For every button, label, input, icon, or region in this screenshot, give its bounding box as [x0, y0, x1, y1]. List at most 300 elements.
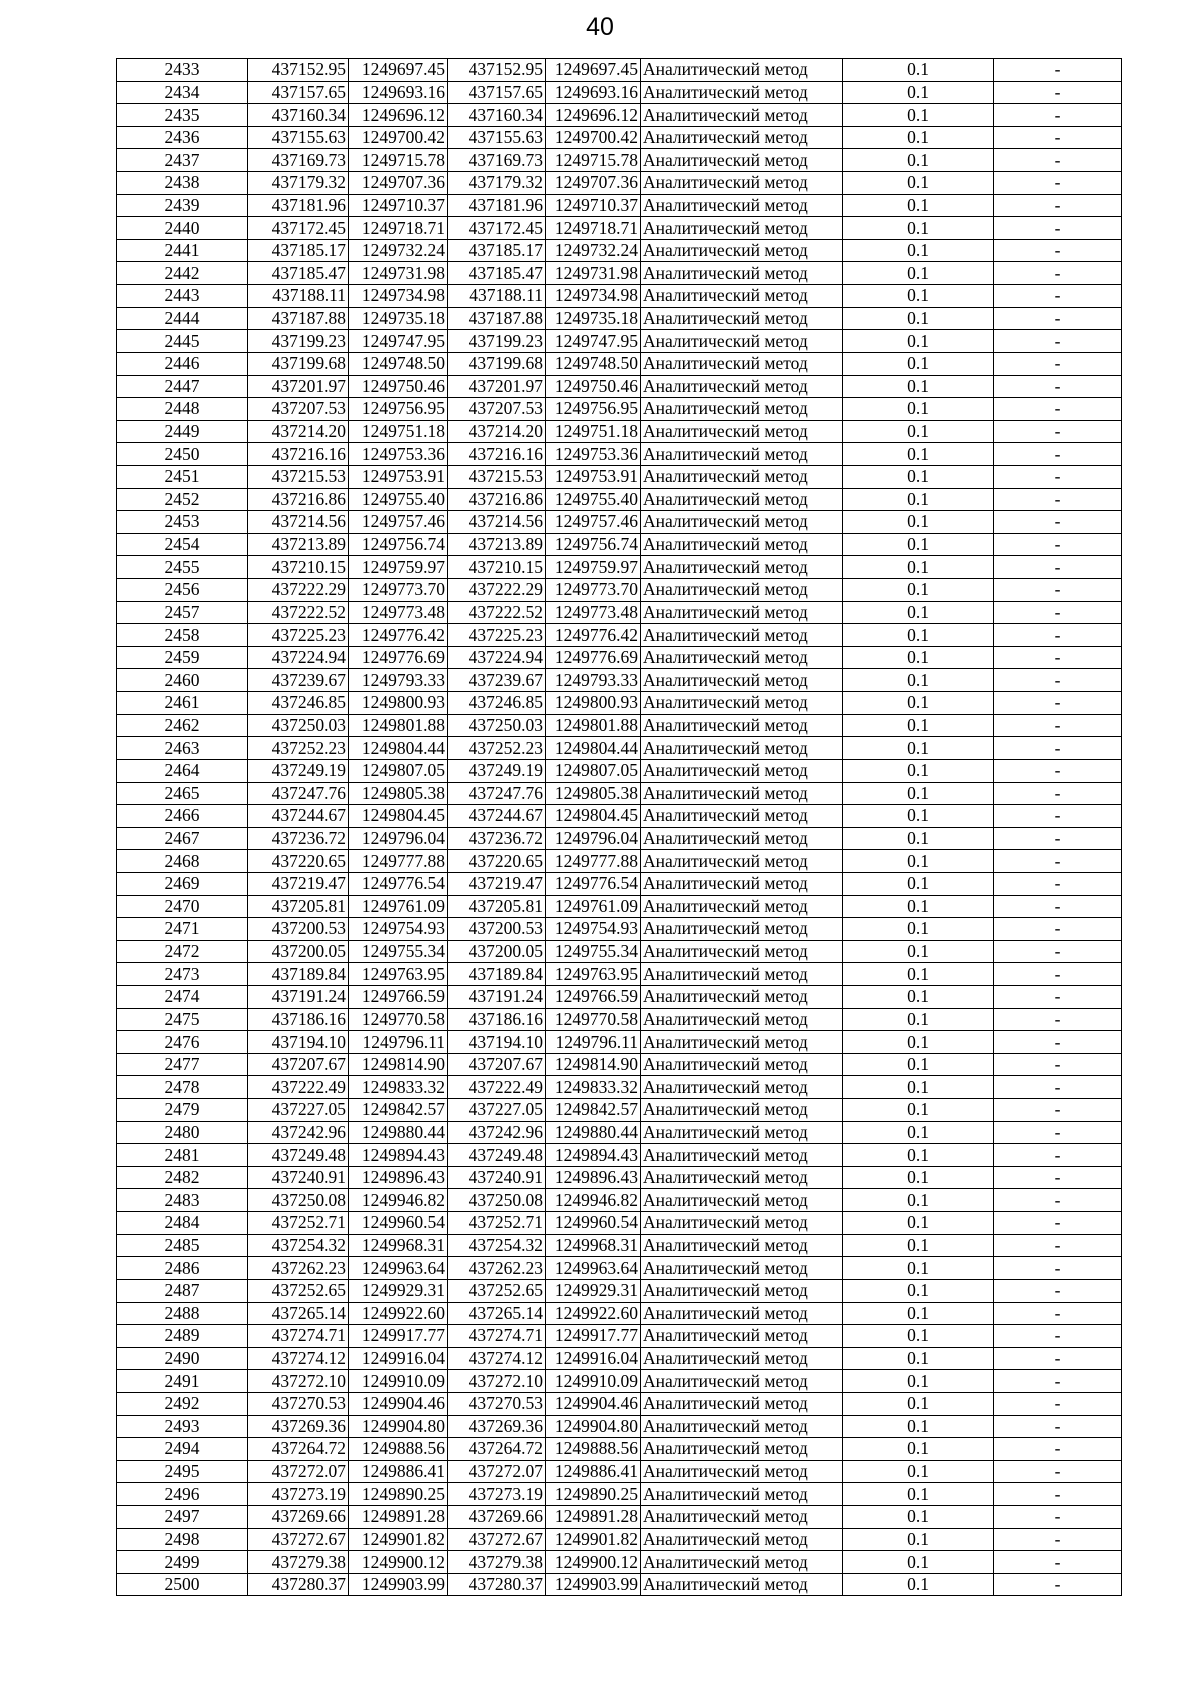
table-row — [117, 1347, 1122, 1370]
table-row — [117, 398, 1122, 421]
table-row — [117, 1121, 1122, 1144]
note-cell: - — [994, 1506, 1122, 1529]
accuracy-cell: 0.1 — [843, 1506, 994, 1529]
note-cell: - — [994, 330, 1122, 353]
x-coordinate-cell: 437265.14 — [448, 1302, 546, 1325]
y-coordinate-cell: 1249773.70 — [349, 579, 448, 602]
y-coordinate-cell: 1249755.34 — [546, 940, 641, 963]
x-coordinate-cell: 437157.65 — [248, 81, 349, 104]
x-coordinate-cell: 437272.07 — [248, 1460, 349, 1483]
x-coordinate-cell: 437244.67 — [448, 805, 546, 828]
method-cell: Аналитический метод — [641, 601, 843, 624]
x-coordinate-cell: 437207.53 — [248, 398, 349, 421]
y-coordinate-cell: 1249960.54 — [349, 1212, 448, 1235]
accuracy-cell: 0.1 — [843, 330, 994, 353]
table-row — [117, 1257, 1122, 1280]
note-cell: - — [994, 624, 1122, 647]
method-cell: Аналитический метод — [641, 1166, 843, 1189]
note-cell: - — [994, 805, 1122, 828]
y-coordinate-cell: 1249718.71 — [546, 217, 641, 240]
x-coordinate-cell: 437207.67 — [448, 1053, 546, 1076]
accuracy-cell: 0.1 — [843, 285, 994, 308]
x-coordinate-cell: 437280.37 — [248, 1573, 349, 1596]
x-coordinate-cell: 437227.05 — [448, 1099, 546, 1122]
x-coordinate-cell: 437200.05 — [448, 940, 546, 963]
point-number-cell: 2459 — [117, 646, 248, 669]
point-number-cell: 2489 — [117, 1325, 248, 1348]
x-coordinate-cell: 437214.20 — [448, 420, 546, 443]
accuracy-cell: 0.1 — [843, 81, 994, 104]
point-number-cell: 2442 — [117, 262, 248, 285]
point-number-cell: 2449 — [117, 420, 248, 443]
method-cell: Аналитический метод — [641, 692, 843, 715]
method-cell: Аналитический метод — [641, 556, 843, 579]
accuracy-cell: 0.1 — [843, 1573, 994, 1596]
method-cell: Аналитический метод — [641, 646, 843, 669]
x-coordinate-cell: 437185.17 — [248, 239, 349, 262]
method-cell: Аналитический метод — [641, 759, 843, 782]
x-coordinate-cell: 437214.56 — [448, 511, 546, 534]
y-coordinate-cell: 1249891.28 — [349, 1506, 448, 1529]
x-coordinate-cell: 437157.65 — [448, 81, 546, 104]
method-cell: Аналитический метод — [641, 1392, 843, 1415]
y-coordinate-cell: 1249886.41 — [546, 1460, 641, 1483]
y-coordinate-cell: 1249710.37 — [546, 194, 641, 217]
x-coordinate-cell: 437279.38 — [248, 1551, 349, 1574]
note-cell: - — [994, 759, 1122, 782]
x-coordinate-cell: 437199.68 — [448, 352, 546, 375]
table-row — [117, 420, 1122, 443]
accuracy-cell: 0.1 — [843, 239, 994, 262]
y-coordinate-cell: 1249833.32 — [546, 1076, 641, 1099]
note-cell: - — [994, 1415, 1122, 1438]
x-coordinate-cell: 437280.37 — [448, 1573, 546, 1596]
x-coordinate-cell: 437262.23 — [448, 1257, 546, 1280]
method-cell: Аналитический метод — [641, 1483, 843, 1506]
y-coordinate-cell: 1249903.99 — [546, 1573, 641, 1596]
accuracy-cell: 0.1 — [843, 782, 994, 805]
y-coordinate-cell: 1249718.71 — [349, 217, 448, 240]
y-coordinate-cell: 1249693.16 — [349, 81, 448, 104]
method-cell: Аналитический метод — [641, 624, 843, 647]
x-coordinate-cell: 437274.12 — [248, 1347, 349, 1370]
x-coordinate-cell: 437185.17 — [448, 239, 546, 262]
x-coordinate-cell: 437201.97 — [448, 375, 546, 398]
x-coordinate-cell: 437216.86 — [248, 488, 349, 511]
note-cell: - — [994, 1099, 1122, 1122]
point-number-cell: 2464 — [117, 759, 248, 782]
accuracy-cell: 0.1 — [843, 850, 994, 873]
method-cell: Аналитический метод — [641, 1121, 843, 1144]
table-row — [117, 1279, 1122, 1302]
table-row — [117, 827, 1122, 850]
point-number-cell: 2444 — [117, 307, 248, 330]
x-coordinate-cell: 437244.67 — [248, 805, 349, 828]
y-coordinate-cell: 1249731.98 — [546, 262, 641, 285]
x-coordinate-cell: 437272.10 — [248, 1370, 349, 1393]
point-number-cell: 2448 — [117, 398, 248, 421]
table-row — [117, 1008, 1122, 1031]
table-row — [117, 81, 1122, 104]
method-cell: Аналитический метод — [641, 443, 843, 466]
method-cell: Аналитический метод — [641, 1053, 843, 1076]
accuracy-cell: 0.1 — [843, 1144, 994, 1167]
note-cell: - — [994, 59, 1122, 82]
x-coordinate-cell: 437250.08 — [448, 1189, 546, 1212]
table-row — [117, 59, 1122, 82]
accuracy-cell: 0.1 — [843, 805, 994, 828]
table-row — [117, 1325, 1122, 1348]
method-cell: Аналитический метод — [641, 1302, 843, 1325]
note-cell: - — [994, 1144, 1122, 1167]
x-coordinate-cell: 437252.71 — [448, 1212, 546, 1235]
accuracy-cell: 0.1 — [843, 759, 994, 782]
point-number-cell: 2461 — [117, 692, 248, 715]
x-coordinate-cell: 437249.19 — [248, 759, 349, 782]
accuracy-cell: 0.1 — [843, 1392, 994, 1415]
y-coordinate-cell: 1249773.48 — [349, 601, 448, 624]
note-cell: - — [994, 850, 1122, 873]
point-number-cell: 2450 — [117, 443, 248, 466]
y-coordinate-cell: 1249796.04 — [349, 827, 448, 850]
coordinates-table-body — [117, 59, 1122, 1596]
table-row — [117, 1551, 1122, 1574]
note-cell: - — [994, 488, 1122, 511]
table-row — [117, 782, 1122, 805]
note-cell: - — [994, 194, 1122, 217]
table-row — [117, 646, 1122, 669]
accuracy-cell: 0.1 — [843, 1415, 994, 1438]
x-coordinate-cell: 437187.88 — [248, 307, 349, 330]
x-coordinate-cell: 437240.91 — [448, 1166, 546, 1189]
y-coordinate-cell: 1249693.16 — [546, 81, 641, 104]
table-row — [117, 217, 1122, 240]
table-row — [117, 669, 1122, 692]
x-coordinate-cell: 437222.49 — [448, 1076, 546, 1099]
coordinates-table — [116, 58, 1122, 1596]
table-row — [117, 692, 1122, 715]
y-coordinate-cell: 1249735.18 — [546, 307, 641, 330]
point-number-cell: 2437 — [117, 149, 248, 172]
point-number-cell: 2463 — [117, 737, 248, 760]
x-coordinate-cell: 437172.45 — [448, 217, 546, 240]
accuracy-cell: 0.1 — [843, 579, 994, 602]
y-coordinate-cell: 1249755.34 — [349, 940, 448, 963]
y-coordinate-cell: 1249777.88 — [546, 850, 641, 873]
y-coordinate-cell: 1249807.05 — [546, 759, 641, 782]
y-coordinate-cell: 1249756.74 — [349, 533, 448, 556]
y-coordinate-cell: 1249796.11 — [349, 1031, 448, 1054]
y-coordinate-cell: 1249734.98 — [546, 285, 641, 308]
table-row — [117, 872, 1122, 895]
y-coordinate-cell: 1249901.82 — [349, 1528, 448, 1551]
table-row — [117, 1144, 1122, 1167]
y-coordinate-cell: 1249776.42 — [546, 624, 641, 647]
y-coordinate-cell: 1249900.12 — [349, 1551, 448, 1574]
point-number-cell: 2496 — [117, 1483, 248, 1506]
y-coordinate-cell: 1249804.44 — [349, 737, 448, 760]
accuracy-cell: 0.1 — [843, 669, 994, 692]
x-coordinate-cell: 437187.88 — [448, 307, 546, 330]
note-cell: - — [994, 511, 1122, 534]
y-coordinate-cell: 1249793.33 — [349, 669, 448, 692]
x-coordinate-cell: 437227.05 — [248, 1099, 349, 1122]
method-cell: Аналитический метод — [641, 782, 843, 805]
x-coordinate-cell: 437185.47 — [248, 262, 349, 285]
note-cell: - — [994, 149, 1122, 172]
method-cell: Аналитический метод — [641, 352, 843, 375]
method-cell: Аналитический метод — [641, 872, 843, 895]
point-number-cell: 2476 — [117, 1031, 248, 1054]
point-number-cell: 2435 — [117, 104, 248, 127]
note-cell: - — [994, 1438, 1122, 1461]
y-coordinate-cell: 1249842.57 — [546, 1099, 641, 1122]
x-coordinate-cell: 437242.96 — [248, 1121, 349, 1144]
y-coordinate-cell: 1249700.42 — [349, 126, 448, 149]
note-cell: - — [994, 692, 1122, 715]
accuracy-cell: 0.1 — [843, 872, 994, 895]
point-number-cell: 2434 — [117, 81, 248, 104]
x-coordinate-cell: 437172.45 — [248, 217, 349, 240]
accuracy-cell: 0.1 — [843, 963, 994, 986]
y-coordinate-cell: 1249731.98 — [349, 262, 448, 285]
y-coordinate-cell: 1249776.69 — [546, 646, 641, 669]
page-number: 40 — [586, 13, 614, 41]
accuracy-cell: 0.1 — [843, 375, 994, 398]
y-coordinate-cell: 1249917.77 — [546, 1325, 641, 1348]
x-coordinate-cell: 437216.16 — [248, 443, 349, 466]
table-row — [117, 940, 1122, 963]
table-row — [117, 375, 1122, 398]
x-coordinate-cell: 437272.67 — [448, 1528, 546, 1551]
method-cell: Аналитический метод — [641, 1415, 843, 1438]
accuracy-cell: 0.1 — [843, 465, 994, 488]
accuracy-cell: 0.1 — [843, 533, 994, 556]
x-coordinate-cell: 437219.47 — [248, 872, 349, 895]
table-row — [117, 239, 1122, 262]
y-coordinate-cell: 1249707.36 — [349, 172, 448, 195]
accuracy-cell: 0.1 — [843, 1234, 994, 1257]
method-cell: Аналитический метод — [641, 1008, 843, 1031]
x-coordinate-cell: 437269.66 — [248, 1506, 349, 1529]
method-cell: Аналитический метод — [641, 398, 843, 421]
y-coordinate-cell: 1249886.41 — [349, 1460, 448, 1483]
note-cell: - — [994, 1573, 1122, 1596]
note-cell: - — [994, 1166, 1122, 1189]
point-number-cell: 2483 — [117, 1189, 248, 1212]
note-cell: - — [994, 1370, 1122, 1393]
x-coordinate-cell: 437274.71 — [248, 1325, 349, 1348]
method-cell: Аналитический метод — [641, 1099, 843, 1122]
accuracy-cell: 0.1 — [843, 1370, 994, 1393]
note-cell: - — [994, 1031, 1122, 1054]
x-coordinate-cell: 437247.76 — [248, 782, 349, 805]
method-cell: Аналитический метод — [641, 375, 843, 398]
note-cell: - — [994, 714, 1122, 737]
x-coordinate-cell: 437216.86 — [448, 488, 546, 511]
point-number-cell: 2498 — [117, 1528, 248, 1551]
accuracy-cell: 0.1 — [843, 985, 994, 1008]
y-coordinate-cell: 1249756.74 — [546, 533, 641, 556]
y-coordinate-cell: 1249734.98 — [349, 285, 448, 308]
table-row — [117, 285, 1122, 308]
note-cell: - — [994, 782, 1122, 805]
y-coordinate-cell: 1249748.50 — [546, 352, 641, 375]
y-coordinate-cell: 1249707.36 — [546, 172, 641, 195]
accuracy-cell: 0.1 — [843, 172, 994, 195]
x-coordinate-cell: 437213.89 — [248, 533, 349, 556]
x-coordinate-cell: 437270.53 — [248, 1392, 349, 1415]
table-row — [117, 624, 1122, 647]
point-number-cell: 2486 — [117, 1257, 248, 1280]
note-cell: - — [994, 239, 1122, 262]
y-coordinate-cell: 1249753.36 — [349, 443, 448, 466]
note-cell: - — [994, 1302, 1122, 1325]
note-cell: - — [994, 1460, 1122, 1483]
point-number-cell: 2469 — [117, 872, 248, 895]
note-cell: - — [994, 940, 1122, 963]
y-coordinate-cell: 1249754.93 — [349, 918, 448, 941]
note-cell: - — [994, 1528, 1122, 1551]
x-coordinate-cell: 437236.72 — [248, 827, 349, 850]
method-cell: Аналитический метод — [641, 533, 843, 556]
y-coordinate-cell: 1249756.95 — [349, 398, 448, 421]
note-cell: - — [994, 398, 1122, 421]
table-row — [117, 985, 1122, 1008]
y-coordinate-cell: 1249755.40 — [546, 488, 641, 511]
y-coordinate-cell: 1249710.37 — [349, 194, 448, 217]
x-coordinate-cell: 437214.56 — [248, 511, 349, 534]
method-cell: Аналитический метод — [641, 1076, 843, 1099]
point-number-cell: 2491 — [117, 1370, 248, 1393]
point-number-cell: 2451 — [117, 465, 248, 488]
y-coordinate-cell: 1249766.59 — [349, 985, 448, 1008]
x-coordinate-cell: 437207.53 — [448, 398, 546, 421]
note-cell: - — [994, 104, 1122, 127]
accuracy-cell: 0.1 — [843, 895, 994, 918]
accuracy-cell: 0.1 — [843, 918, 994, 941]
y-coordinate-cell: 1249890.25 — [546, 1483, 641, 1506]
x-coordinate-cell: 437200.53 — [248, 918, 349, 941]
table-row — [117, 895, 1122, 918]
x-coordinate-cell: 437272.67 — [248, 1528, 349, 1551]
y-coordinate-cell: 1249776.69 — [349, 646, 448, 669]
note-cell: - — [994, 985, 1122, 1008]
accuracy-cell: 0.1 — [843, 1189, 994, 1212]
x-coordinate-cell: 437279.38 — [448, 1551, 546, 1574]
x-coordinate-cell: 437222.29 — [248, 579, 349, 602]
accuracy-cell: 0.1 — [843, 1551, 994, 1574]
method-cell: Аналитический метод — [641, 1212, 843, 1235]
y-coordinate-cell: 1249891.28 — [546, 1506, 641, 1529]
point-number-cell: 2472 — [117, 940, 248, 963]
x-coordinate-cell: 437239.67 — [448, 669, 546, 692]
y-coordinate-cell: 1249700.42 — [546, 126, 641, 149]
accuracy-cell: 0.1 — [843, 1460, 994, 1483]
y-coordinate-cell: 1249747.95 — [349, 330, 448, 353]
x-coordinate-cell: 437215.53 — [448, 465, 546, 488]
x-coordinate-cell: 437272.07 — [448, 1460, 546, 1483]
y-coordinate-cell: 1249814.90 — [546, 1053, 641, 1076]
x-coordinate-cell: 437152.95 — [448, 59, 546, 82]
method-cell: Аналитический метод — [641, 511, 843, 534]
y-coordinate-cell: 1249748.50 — [349, 352, 448, 375]
table-row — [117, 1212, 1122, 1235]
point-number-cell: 2460 — [117, 669, 248, 692]
note-cell: - — [994, 1189, 1122, 1212]
x-coordinate-cell: 437265.14 — [248, 1302, 349, 1325]
accuracy-cell: 0.1 — [843, 1302, 994, 1325]
method-cell: Аналитический метод — [641, 895, 843, 918]
y-coordinate-cell: 1249800.93 — [349, 692, 448, 715]
x-coordinate-cell: 437188.11 — [448, 285, 546, 308]
y-coordinate-cell: 1249968.31 — [546, 1234, 641, 1257]
x-coordinate-cell: 437222.52 — [248, 601, 349, 624]
accuracy-cell: 0.1 — [843, 556, 994, 579]
y-coordinate-cell: 1249696.12 — [546, 104, 641, 127]
x-coordinate-cell: 437181.96 — [448, 194, 546, 217]
x-coordinate-cell: 437246.85 — [448, 692, 546, 715]
point-number-cell: 2455 — [117, 556, 248, 579]
table-row — [117, 1415, 1122, 1438]
method-cell: Аналитический метод — [641, 918, 843, 941]
point-number-cell: 2488 — [117, 1302, 248, 1325]
x-coordinate-cell: 437199.23 — [248, 330, 349, 353]
table-row — [117, 307, 1122, 330]
x-coordinate-cell: 437249.48 — [448, 1144, 546, 1167]
x-coordinate-cell: 437269.36 — [248, 1415, 349, 1438]
x-coordinate-cell: 437224.94 — [248, 646, 349, 669]
point-number-cell: 2436 — [117, 126, 248, 149]
table-row — [117, 1053, 1122, 1076]
table-row — [117, 850, 1122, 873]
point-number-cell: 2446 — [117, 352, 248, 375]
y-coordinate-cell: 1249896.43 — [546, 1166, 641, 1189]
accuracy-cell: 0.1 — [843, 1257, 994, 1280]
y-coordinate-cell: 1249922.60 — [546, 1302, 641, 1325]
x-coordinate-cell: 437152.95 — [248, 59, 349, 82]
y-coordinate-cell: 1249773.48 — [546, 601, 641, 624]
table-row — [117, 149, 1122, 172]
note-cell: - — [994, 601, 1122, 624]
y-coordinate-cell: 1249770.58 — [546, 1008, 641, 1031]
method-cell: Аналитический метод — [641, 1144, 843, 1167]
table-row — [117, 1370, 1122, 1393]
table-row — [117, 714, 1122, 737]
x-coordinate-cell: 437225.23 — [448, 624, 546, 647]
x-coordinate-cell: 437222.49 — [248, 1076, 349, 1099]
table-row — [117, 352, 1122, 375]
x-coordinate-cell: 437264.72 — [448, 1438, 546, 1461]
method-cell: Аналитический метод — [641, 1528, 843, 1551]
accuracy-cell: 0.1 — [843, 420, 994, 443]
point-number-cell: 2499 — [117, 1551, 248, 1574]
point-number-cell: 2479 — [117, 1099, 248, 1122]
x-coordinate-cell: 437201.97 — [248, 375, 349, 398]
y-coordinate-cell: 1249929.31 — [546, 1279, 641, 1302]
method-cell: Аналитический метод — [641, 330, 843, 353]
method-cell: Аналитический метод — [641, 737, 843, 760]
method-cell: Аналитический метод — [641, 1573, 843, 1596]
method-cell: Аналитический метод — [641, 126, 843, 149]
point-number-cell: 2467 — [117, 827, 248, 850]
x-coordinate-cell: 437274.71 — [448, 1325, 546, 1348]
x-coordinate-cell: 437249.19 — [448, 759, 546, 782]
accuracy-cell: 0.1 — [843, 1053, 994, 1076]
y-coordinate-cell: 1249894.43 — [349, 1144, 448, 1167]
y-coordinate-cell: 1249773.70 — [546, 579, 641, 602]
y-coordinate-cell: 1249759.97 — [349, 556, 448, 579]
